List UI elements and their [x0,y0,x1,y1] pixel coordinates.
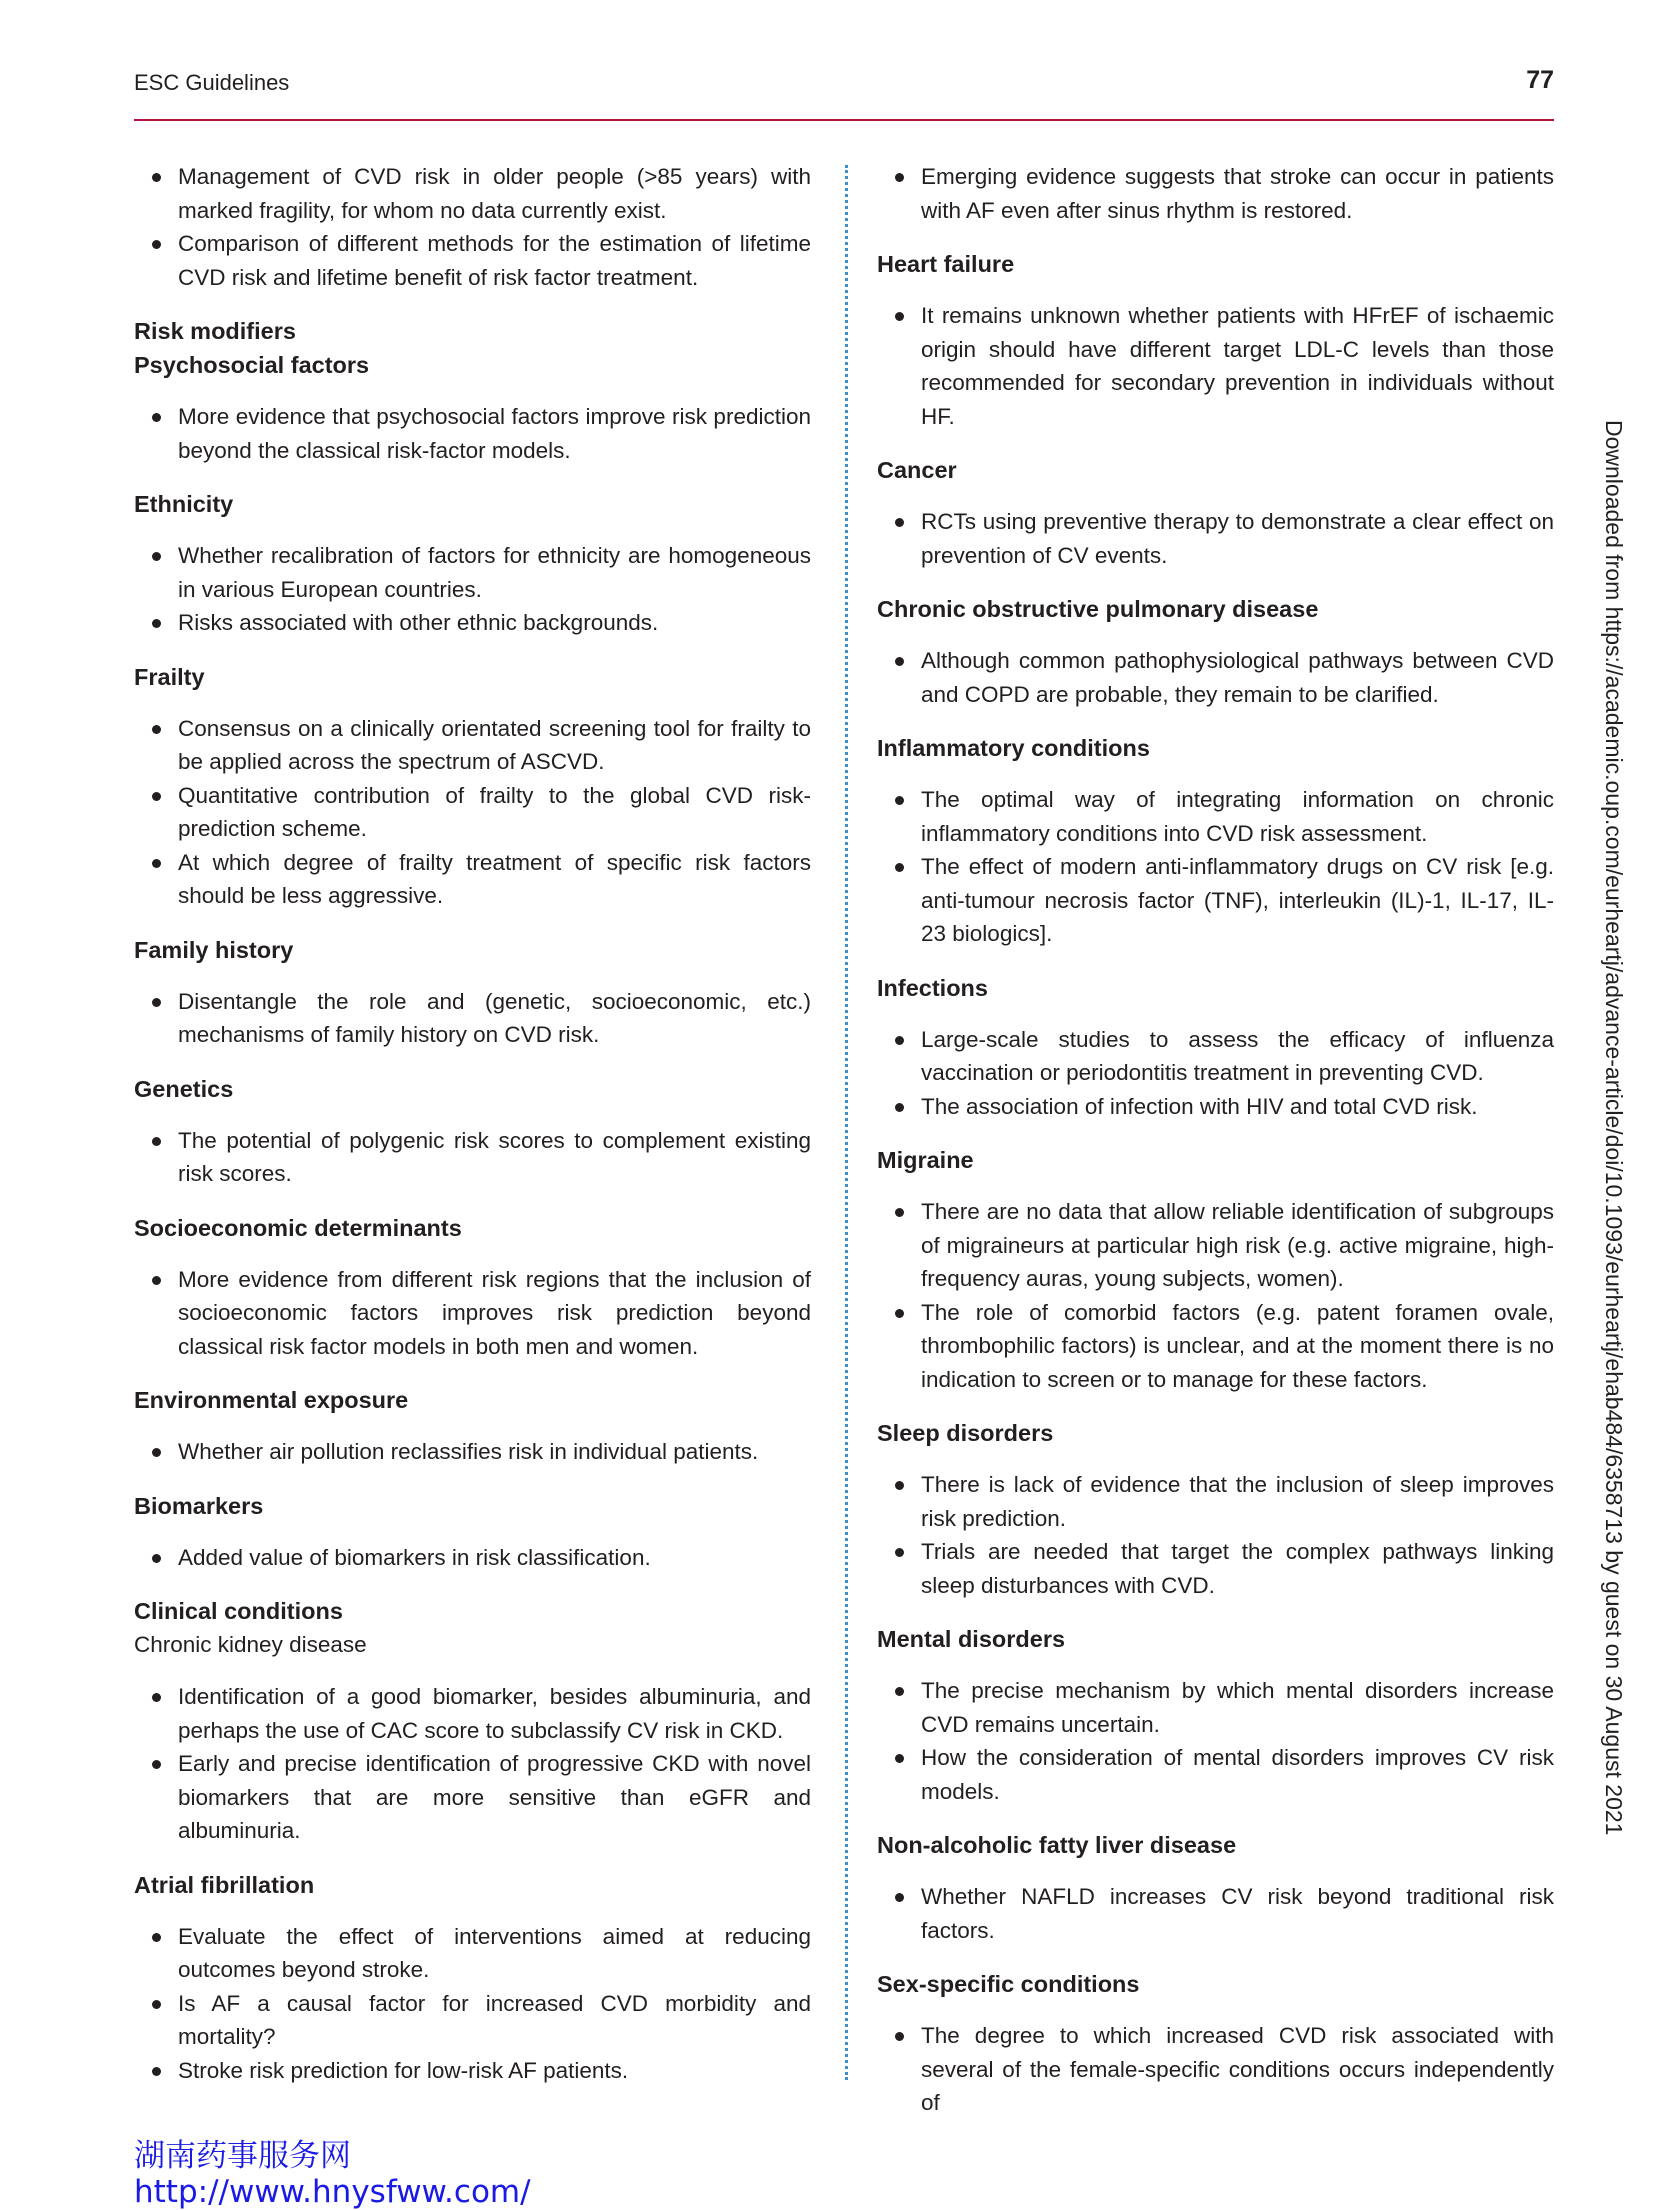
watermark-url[interactable]: http://www.hnysfww.com/ [134,2174,531,2210]
section-environmental [134,1383,811,1469]
section-heading: Clinical conditions [134,1598,343,1624]
bullet-list [877,1674,1554,1808]
bullet-list [877,783,1554,951]
section-heading: Mental disorders [877,1626,1066,1652]
section-heading: Sleep disorders [877,1420,1054,1446]
section-heading: Non-alcoholic fatty liver disease [877,1832,1237,1858]
bullet-list [877,1880,1554,1947]
list-item: There is lack of evidence that the inclusion of sleep improves risk prediction. [877,1468,1554,1535]
section-migraine [877,1143,1554,1396]
section-cancer [877,453,1554,572]
left-column [134,160,811,2107]
list-item: Whether NAFLD increases CV risk beyond traditional risk factors. [877,1880,1554,1947]
list-item: There are no data that allow reliable identification of subgroups of migraineurs at particular high risk (e.g. active migraine, high-frequency auras, young subjects, women). [877,1195,1554,1296]
list-item: Large-scale studies to assess the efficacy of influenza vaccination or periodontitis treatment in preventing CVD. [877,1023,1554,1090]
section-heading: Sex-specific conditions [877,1971,1140,1997]
bullet-list [877,1468,1554,1602]
list-item: The role of comorbid factors (e.g. patent foramen ovale, thrombophilic factors) is unclear, and at the moment there is no indication to screen or to manage for these factors. [877,1296,1554,1397]
section-genetics [134,1072,811,1191]
section-frailty [134,660,811,913]
section-heading: Socioeconomic determinants [134,1214,462,1241]
column-divider [845,165,848,2080]
section-subheading: Psychosocial factors [134,352,370,378]
bullet-list [134,160,811,294]
list-item: Identification of a good biomarker, besides albuminuria, and perhaps the use of CAC score to subclassify CV risk in CKD. [134,1680,811,1747]
bullet-list [877,1023,1554,1124]
watermark [134,2138,531,2210]
section-family-history [134,933,811,1052]
section-mental [877,1622,1554,1808]
list-item: The degree to which increased CVD risk associated with several of the female-specific conditions occurs independently of [877,2019,1554,2120]
section-subheading: Chronic kidney disease [134,1632,367,1657]
bullet-list [877,644,1554,711]
section-infections [877,971,1554,1124]
bullet-list [877,160,1554,227]
list-item: At which degree of frailty treatment of specific risk factors should be less aggressive. [134,846,811,913]
section-heading: Biomarkers [134,1492,264,1519]
list-item: Early and precise identification of progressive CKD with novel biomarkers that are more sensitive than eGFR and albuminuria. [134,1747,811,1848]
section-heading: Genetics [134,1075,234,1102]
list-item: Risks associated with other ethnic backgrounds. [134,606,811,640]
section-ethnicity [134,487,811,640]
section-atrial-fibrillation [134,1868,811,2088]
bullet-list [134,1680,811,1848]
section-heading: Migraine [877,1147,974,1173]
intro-section [877,160,1554,227]
intro-section [134,160,811,294]
bullet-list [134,712,811,913]
section-nafld [877,1828,1554,1947]
section-heading: Atrial fibrillation [134,1871,315,1898]
bullet-list [877,505,1554,572]
section-heading: Heart failure [877,251,1015,277]
section-heading: Environmental exposure [134,1387,409,1413]
running-header: ESC Guidelines [134,70,290,95]
list-item: Quantitative contribution of frailty to the global CVD risk-prediction scheme. [134,779,811,846]
list-item: Stroke risk prediction for low-risk AF patients. [134,2054,811,2088]
section-heading: Family history [134,936,294,963]
section-heading: Cancer [877,457,957,483]
page-number: 77 [1526,66,1554,94]
section-inflammatory [877,731,1554,951]
section-sex-specific [877,1967,1554,2120]
list-item: The potential of polygenic risk scores to complement existing risk scores. [134,1124,811,1191]
download-note: Downloaded from https://academic.oup.com/eurheartj/advance-article/doi/10.1093/eurheartj/ehab484/6358713 by guest on 30 August 2021 [1601,420,1627,1836]
bullet-list [134,1920,811,2088]
right-column [877,160,1554,2140]
list-item: Is AF a causal factor for increased CVD morbidity and mortality? [134,1987,811,2054]
bullet-list [134,1435,811,1469]
list-item: Disentangle the role and (genetic, socioeconomic, etc.) mechanisms of family history on CVD risk. [134,985,811,1052]
section-heading: Inflammatory conditions [877,735,1150,761]
section-heading: Frailty [134,663,205,690]
bullet-list [877,1195,1554,1396]
bullet-list [877,299,1554,433]
list-item: Evaluate the effect of interventions aimed at reducing outcomes beyond stroke. [134,1920,811,1987]
list-item: RCTs using preventive therapy to demonstrate a clear effect on prevention of CV events. [877,505,1554,572]
list-item: Management of CVD risk in older people (>85 years) with marked fragility, for whom no data currently exist. [134,160,811,227]
list-item: How the consideration of mental disorders improves CV risk models. [877,1741,1554,1808]
section-psychosocial [134,314,811,467]
section-heading: Risk modifiers [134,318,296,344]
list-item: The precise mechanism by which mental disorders increase CVD remains uncertain. [877,1674,1554,1741]
list-item: More evidence from different risk regions that the inclusion of socioeconomic factors improves risk prediction beyond classical risk factor models in both men and women. [134,1263,811,1364]
list-item: The optimal way of integrating information on chronic inflammatory conditions into CVD risk assessment. [877,783,1554,850]
section-copd [877,592,1554,711]
list-item: Emerging evidence suggests that stroke can occur in patients with AF even after sinus rhythm is restored. [877,160,1554,227]
bullet-list [134,400,811,467]
section-clinical-conditions [134,1594,811,1848]
list-item: The effect of modern anti-inflammatory drugs on CV risk [e.g. anti-tumour necrosis factor (TNF), interleukin (IL)-1, IL-17, IL-23 biologics]. [877,850,1554,951]
bullet-list [134,1263,811,1364]
bullet-list [134,1124,811,1191]
section-heading: Ethnicity [134,491,234,517]
list-item: Although common pathophysiological pathways between CVD and COPD are probable, they remain to be clarified. [877,644,1554,711]
list-item: More evidence that psychosocial factors improve risk prediction beyond the classical risk-factor models. [134,400,811,467]
section-sleep [877,1416,1554,1602]
list-item: Consensus on a clinically orientated screening tool for frailty to be applied across the spectrum of ASCVD. [134,712,811,779]
section-heading: Chronic obstructive pulmonary disease [877,596,1319,622]
list-item: Whether recalibration of factors for ethnicity are homogeneous in various European countries. [134,539,811,606]
section-socioeconomic [134,1211,811,1364]
section-biomarkers [134,1489,811,1575]
list-item: Whether air pollution reclassifies risk in individual patients. [134,1435,811,1469]
list-item: The association of infection with HIV and total CVD risk. [877,1090,1554,1124]
bullet-list [134,539,811,640]
section-heading: Infections [877,974,988,1001]
bullet-list [877,2019,1554,2120]
watermark-site-name: 湖南药事服务网 [134,2138,351,2174]
list-item: Comparison of different methods for the estimation of lifetime CVD risk and lifetime benefit of risk factor treatment. [134,227,811,294]
list-item: It remains unknown whether patients with HFrEF of ischaemic origin should have different target LDL-C levels than those recommended for secondary prevention in individuals without HF. [877,299,1554,433]
bullet-list [134,1541,811,1575]
list-item: Added value of biomarkers in risk classification. [134,1541,811,1575]
header-divider [134,119,1554,121]
list-item: Trials are needed that target the complex pathways linking sleep disturbances with CVD. [877,1535,1554,1602]
section-heart-failure [877,247,1554,433]
bullet-list [134,985,811,1052]
